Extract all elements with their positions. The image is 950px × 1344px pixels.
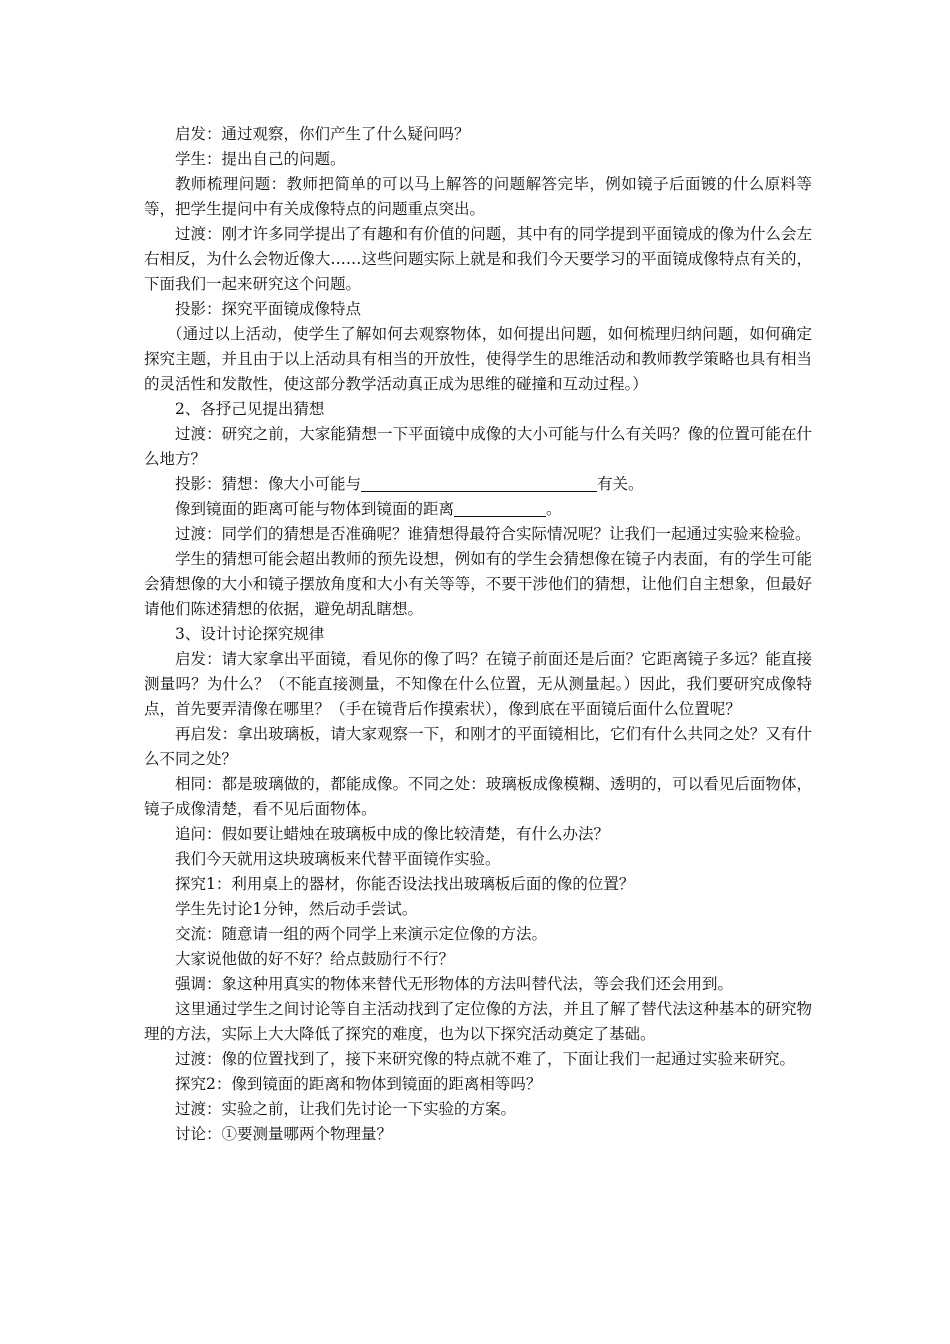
guess-size-prefix: 投影：猜想：像大小可能与 <box>175 475 362 493</box>
paragraph-transition-guess: 过渡：研究之前，大家能猜想一下平面镜中成像的大小可能与什么有关吗？像的位置可能在什么地方？ <box>144 425 812 468</box>
paragraph-reinspire-glass: 再启发：拿出玻璃板，请大家观察一下，和刚才的平面镜相比，它们有什么共同之处？又有什么不同之处？ <box>144 725 812 768</box>
paragraph-explore-1: 探究1：利用桌上的器材，你能否设法找出玻璃板后面的像的位置？ <box>175 875 635 893</box>
paragraph-guess-size <box>144 472 812 497</box>
paragraph-discussion-1: 讨论：①要测量哪两个物理量？ <box>175 1125 393 1143</box>
document-page <box>144 122 812 1147</box>
paragraph-transition-plan: 过渡：实验之前，让我们先讨论一下实验的方案。 <box>175 1100 517 1118</box>
paragraph-guess-distance <box>144 497 812 522</box>
paragraph-emphasis: 强调：象这种用真实的物体来替代无形物体的方法叫替代法，等会我们还会用到。 <box>175 975 734 993</box>
guess-distance-suffix: 。 <box>546 500 562 518</box>
paragraph-inspire-question: 启发：通过观察，你们产生了什么疑问吗？ <box>175 125 470 143</box>
paragraph-explore-2: 探究2：像到镜面的距离和物体到镜面的距离相等吗？ <box>175 1075 542 1093</box>
paragraph-same-different: 相同：都是玻璃做的，都能成像。不同之处：玻璃板成像模糊、透明的，可以看见后面物体，镜子成像清楚，看不见后面物体。 <box>144 775 812 818</box>
paragraph-transition-verify: 过渡：同学们的猜想是否准确呢？谁猜想得最符合实际情况呢？让我们一起通过实验来检验。 <box>175 525 811 543</box>
paragraph-student-ask: 学生：提出自己的问题。 <box>175 150 346 168</box>
section-heading-2: 2、各抒己见提出猜想 <box>175 400 325 418</box>
paragraph-transition-research: 过渡：像的位置找到了，接下来研究像的特点就不难了，下面让我们一起通过实验来研究。 <box>175 1050 796 1068</box>
paragraph-followup-question: 追问：假如要让蜡烛在玻璃板中成的像比较清楚，有什么办法？ <box>175 825 610 843</box>
paragraph-projection-topic: 投影：探究平面镜成像特点 <box>175 300 362 318</box>
fill-blank-size <box>361 474 597 492</box>
paragraph-method-note: 这里通过学生之间讨论等自主活动找到了定位像的方法，并且了解了替代法这种基本的研究物理的方法，实际上大大降低了探究的难度，也为以下探究活动奠定了基础。 <box>144 1000 812 1043</box>
paragraph-transition-1: 过渡：刚才许多同学提出了有趣和有价值的问题，其中有的同学提到平面镜成的像为什么会左右相反，为什么会物近像大……这些问题实际上就是和我们今天要学习的平面镜成像特点有关的，下面我们一起来研究这个问题。 <box>144 225 812 293</box>
paragraph-exchange: 交流：随意请一组的两个同学上来演示定位像的方法。 <box>175 925 548 943</box>
guess-size-suffix: 有关。 <box>597 475 644 493</box>
paragraph-discuss-minute: 学生先讨论1分钟，然后动手尝试。 <box>175 900 418 918</box>
guess-distance-prefix: 像到镜面的距离可能与物体到镜面的距离 <box>175 500 455 518</box>
paragraph-student-guesses: 学生的猜想可能会超出教师的预先设想，例如有的学生会猜想像在镜子内表面，有的学生可能会猜想像的大小和镜子摆放角度和大小有关等等，不要干涉他们的猜想，让他们自主想象，但最好请他们陈述猜想的依据，避免胡乱瞎想。 <box>144 550 812 618</box>
paragraph-inspire-mirror: 启发：请大家拿出平面镜，看见你的像了吗？在镜子前面还是后面？它距离镜子多远？能直接测量吗？为什么？（不能直接测量，不知像在什么位置，无从测量起。）因此，我们要研究成像特点，首先要弄清像在哪里？（手在镜背后作摸索状），像到底在平面镜后面什么位置呢？ <box>144 650 812 718</box>
fill-blank-distance <box>454 499 546 517</box>
paragraph-encourage: 大家说他做的好不好？给点鼓励行不行？ <box>175 950 455 968</box>
section-heading-3: 3、设计讨论探究规律 <box>175 625 325 643</box>
paragraph-activity-note: （通过以上活动，使学生了解如何去观察物体，如何提出问题，如何梳理归纳问题，如何确定探究主题，并且由于以上活动具有相当的开放性，使得学生的思维活动和教师教学策略也具有相当的灵活性和发散性，使这部分教学活动真正成为思维的碰撞和互动过程。） <box>144 325 812 393</box>
paragraph-teacher-sort: 教师梳理问题：教师把简单的可以马上解答的问题解答完毕，例如镜子后面镀的什么原料等等，把学生提问中有关成像特点的问题重点突出。 <box>144 175 812 218</box>
paragraph-use-glass: 我们今天就用这块玻璃板来代替平面镜作实验。 <box>175 850 501 868</box>
